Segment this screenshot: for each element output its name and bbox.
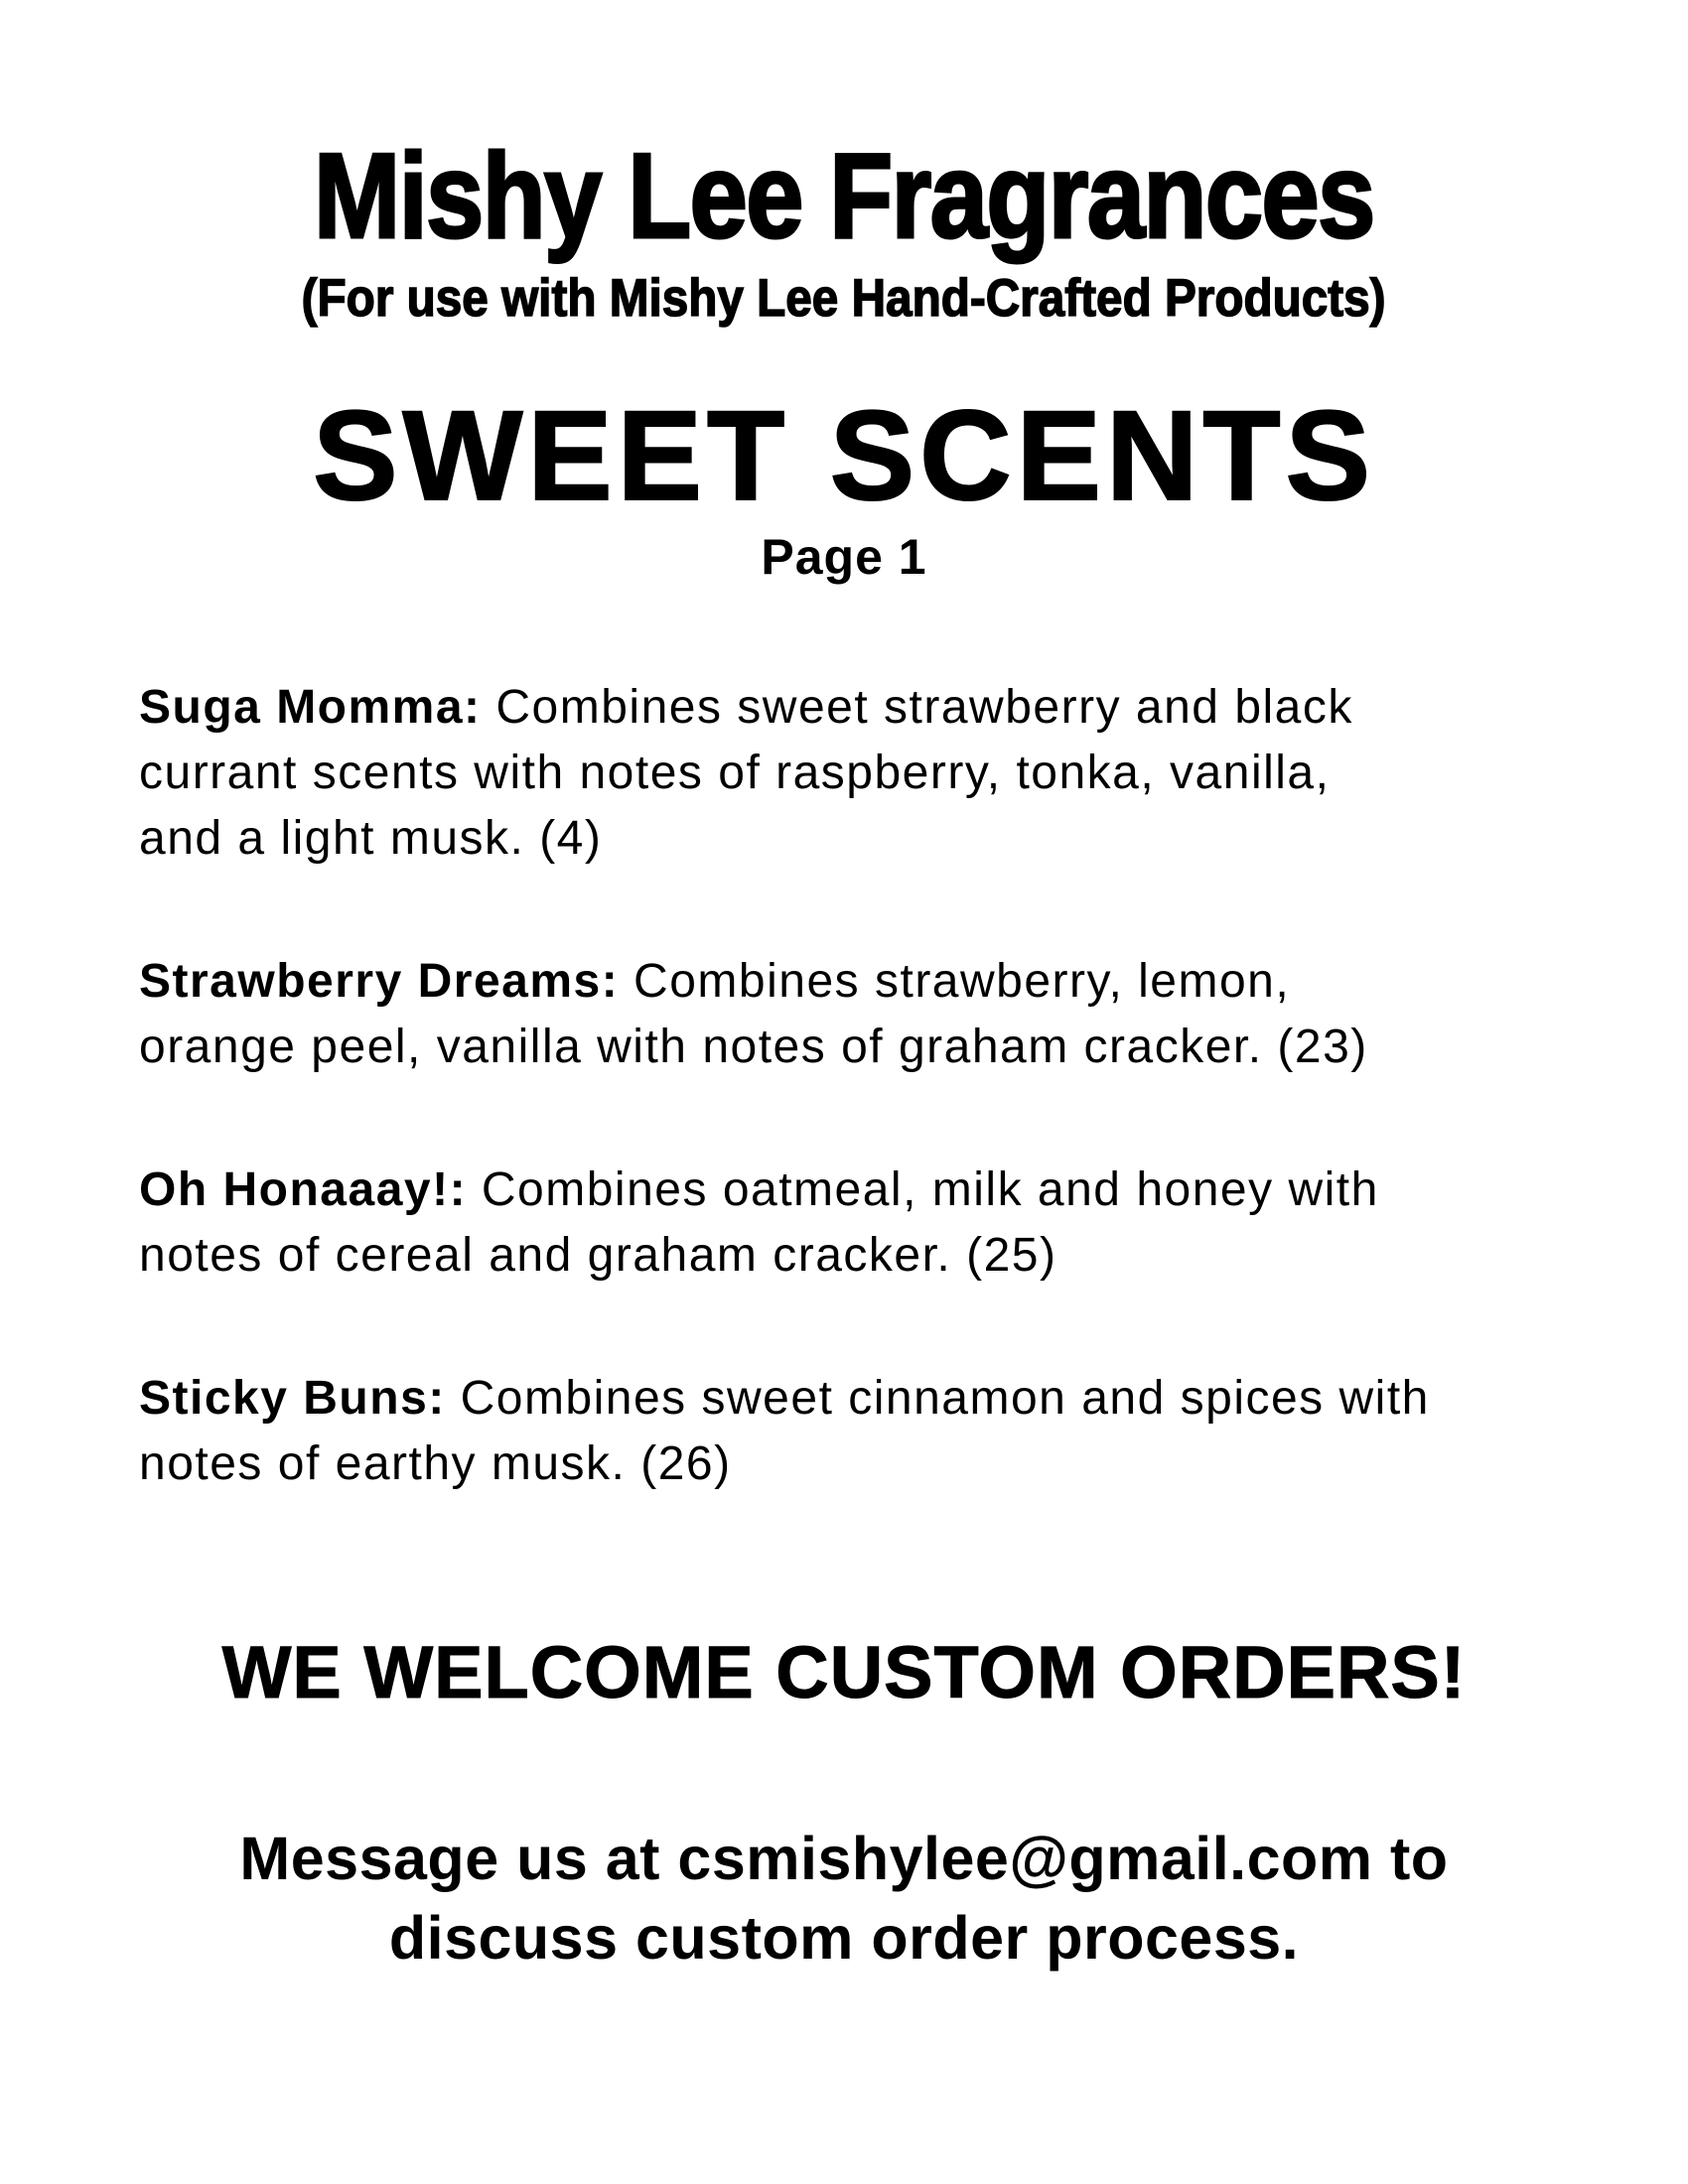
text-segment: notes of earthy musk. (26) [139,1437,732,1490]
text-line [139,1432,1569,1497]
text-segment: Message us at [239,1825,678,1892]
brand-title-text: Mishy Lee Fragrances [314,128,1374,263]
text-segment: orange peel, vanilla with notes of graham cracker. (23) [139,1021,1368,1073]
scent-paragraph-suga-momma [139,675,1569,872]
text-line [139,1366,1569,1432]
page-number: Page 1 [761,529,927,585]
text-line [0,1819,1688,1898]
section-title: SWEET SCENTS [313,385,1375,527]
text-segment: Combines sweet strawberry and black [481,681,1353,734]
text-line [139,1158,1569,1223]
brand-tagline-text: (For use with Mishy Lee Hand-Crafted Products) [302,269,1386,328]
text-line [0,1898,1688,1978]
text-segment: Strawberry Dreams: [139,955,620,1008]
text-line [139,741,1569,806]
text-segment: Combines oatmeal, milk and honey with [467,1163,1379,1216]
text-line [139,1223,1569,1289]
text-segment: and a light musk. (4) [139,812,603,865]
text-segment: discuss custom order process. [388,1904,1300,1972]
brand-tagline [0,269,1688,328]
text-line [139,675,1569,741]
contact-email: csmishylee@gmail.com [677,1825,1373,1892]
text-segment: notes of cereal and graham cracker. (25) [139,1229,1057,1282]
scent-paragraph-strawberry-dreams [139,949,1569,1080]
custom-orders-heading: WE WELCOME CUSTOM ORDERS! [221,1631,1467,1713]
text-segment: Combines sweet cinnamon and spices with [445,1372,1430,1425]
scent-paragraph-oh-honaaay [139,1158,1569,1289]
text-segment: to [1372,1825,1449,1892]
text-segment: Sticky Buns: [139,1372,446,1425]
text-line [139,1015,1569,1080]
text-segment: Oh Honaaay!: [139,1163,468,1216]
text-segment: currant scents with notes of raspberry, tonka, vanilla, [139,747,1331,799]
text-line [139,949,1569,1015]
contact-message [0,1819,1688,1978]
text-segment: Suga Momma: [139,681,482,734]
scent-paragraph-sticky-buns [139,1366,1569,1497]
brand-title [0,128,1688,263]
text-segment: Combines strawberry, lemon, [619,955,1291,1008]
text-line [139,806,1569,872]
